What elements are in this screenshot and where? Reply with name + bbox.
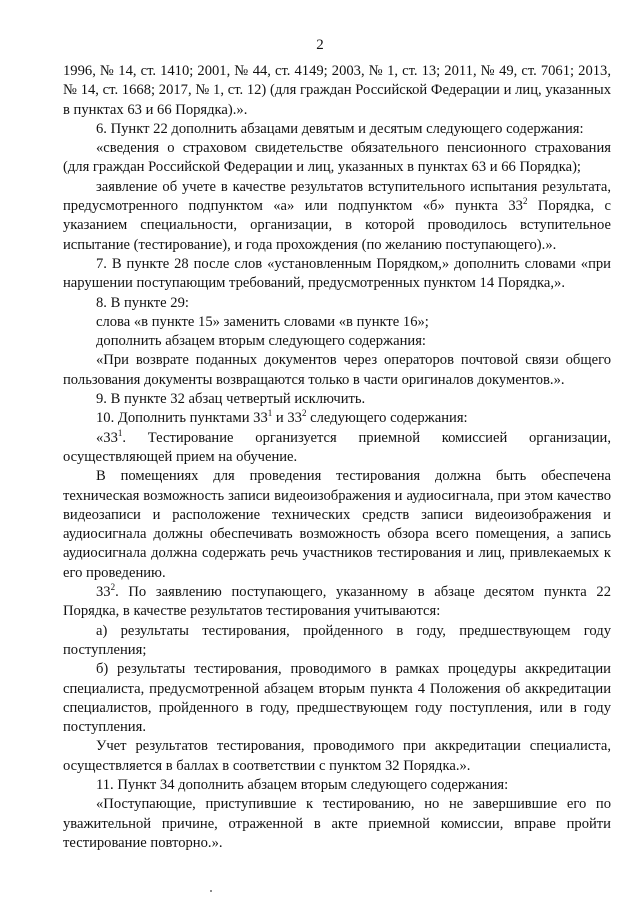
paragraph-continuation: 1996, № 14, ст. 1410; 2001, № 44, ст. 4149; 2003, № 1, ст. 13; 2011, № 49, ст. 7061; 2013, № 14, ст. 1668; 2017, № 1, ст. 12) (для граждан Российской Федерации и лиц, указанных в пунктах 63 и 66 Порядка).».: [63, 63, 611, 118]
paragraph-words-replace: слова «в пункте 15» заменить словами «в пункте 16»;: [96, 313, 429, 330]
paragraph-testing-rooms: В помещениях для проведения тестирования должна быть обеспечена техническая возможность записи видеоизображения и аудиосигнала, при этом качество видеозаписи и расположение технических средств записи видеоизображения и аудиосигнала должны обеспечивать возможность обзора всего помещения, а запись аудиосигнала должна содержать речь участников тестирования и лиц, привлекаемых к его проведению.: [63, 468, 611, 581]
document-body: [63, 62, 611, 853]
paragraph-sub-b: б) результаты тестирования, проводимого в рамках процедуры аккредитации специалиста, предусмотренной абзацем вторым пункта 4 Положения об аккредитации специалистов, пройденного в году, предшествующем году поступления, или в году поступления.: [63, 661, 611, 736]
paragraph-add-second: дополнить абзацем вторым следующего содержания:: [96, 333, 426, 350]
paragraph-item-11: 11. Пункт 34 дополнить абзацем вторым следующего содержания:: [96, 776, 509, 793]
paragraph-33-1: «$33^1$. Тестирование организуется приемной комиссией организации, осуществляющей прием на обучение.: [63, 427, 611, 465]
paragraph-statement-results: заявление об учете в качестве результатов вступительного испытания результата, предусмотренного подпунктом «а» или подпунктом «б» пункта $33^2$ Порядка, с указанием специальности, организации, в которой проводилось вступительное испытание (тестирование), и года прохождения (по желанию поступающего).».: [63, 178, 611, 253]
page-number: 2: [316, 37, 324, 53]
paragraph-item-7: 7. В пункте 28 после слов «установленным Порядком,» дополнить словами «при нарушении поступающим требований, предусмотренных пунктом 14 Порядка,».: [63, 255, 611, 292]
scan-speck: [210, 890, 212, 892]
paragraph-item-9: 9. В пункте 32 абзац четвертый исключить.: [96, 391, 366, 408]
paragraph-sub-a: а) результаты тестирования, пройденного в году, предшествующем году поступления;: [63, 622, 611, 658]
paragraph-retest: «Поступающие, приступившие к тестированию, но не завершившие его по уважительной причине, отраженной в акте приемной комиссии, вправе пройти тестирование повторно.».: [63, 796, 611, 851]
paragraph-item-6: 6. Пункт 22 дополнить абзацами девятым и десятым следующего содержания:: [96, 120, 584, 137]
paragraph-insurance-certificate: «сведения о страховом свидетельстве обязательного пенсионного страхования (для граждан Российской Федерации и лиц, указанных в пунктах 63 и 66 Порядка);: [63, 140, 611, 176]
paragraph-33-2: $33^2$. По заявлению поступающего, указанному в абзаце десятом пункта 22 Порядка, в качестве результатов тестирования учитываются:: [63, 582, 611, 620]
paragraph-postal-return: «При возврате поданных документов через операторов почтовой связи общего пользования документы возвращаются только в части оригиналов документов.».: [63, 352, 611, 388]
paragraph-item-10: 10. Дополнить пунктами $33^1$ и $33^2$ следующего содержания:: [96, 408, 468, 427]
paragraph-results-accounting: Учет результатов тестирования, проводимого при аккредитации специалиста, осуществляется в баллах в соответствии с пунктом 32 Порядка.».: [63, 738, 611, 774]
paragraph-item-8: 8. В пункте 29:: [96, 294, 189, 311]
